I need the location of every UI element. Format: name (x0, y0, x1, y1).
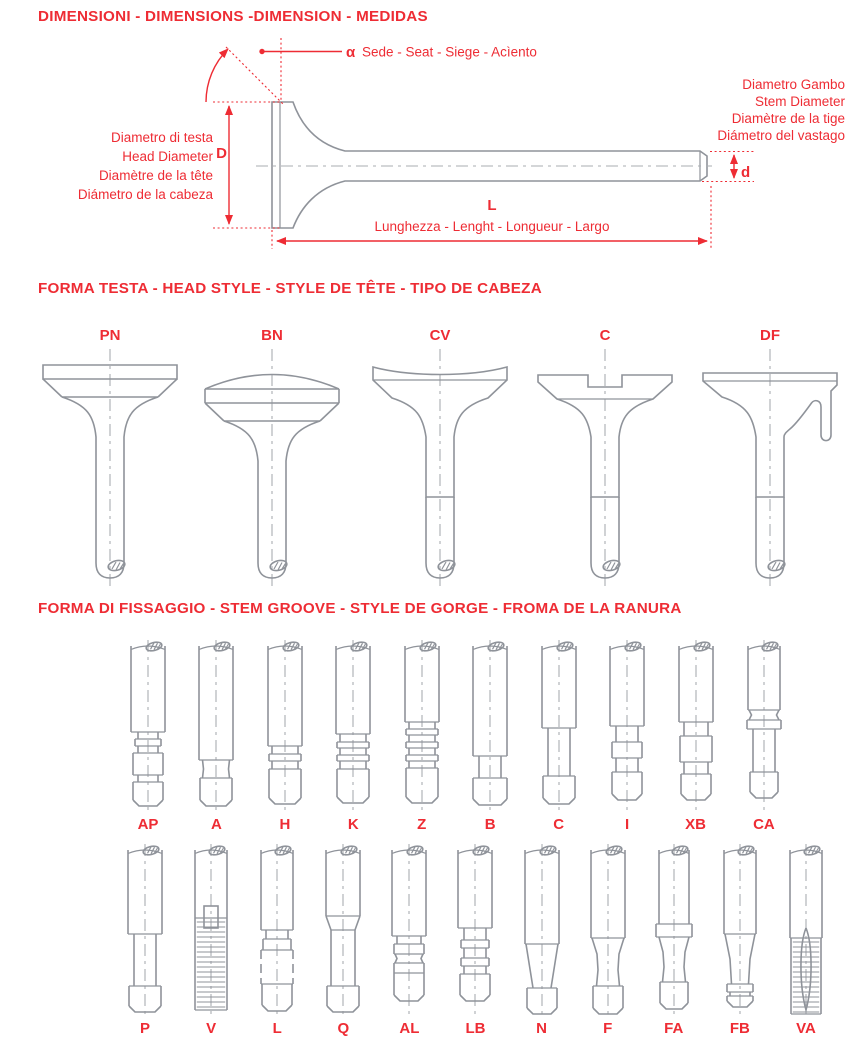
stem-drawing-ca (735, 640, 793, 814)
stem-type-label: XB (685, 816, 706, 833)
stem-type-label: AL (399, 1020, 420, 1037)
stem-type-al (380, 844, 438, 1037)
stem-diameter-line-fr: Diamètre de la tige (731, 111, 845, 126)
stem-type-q (314, 844, 372, 1037)
stem-drawing-n (513, 844, 571, 1018)
construction-lines (213, 38, 754, 249)
stem-groove-row-1 (119, 640, 793, 833)
stem-type-z (393, 640, 451, 833)
head-diameter-label-block (78, 130, 214, 202)
stem-diameter-line-es: Diámetro del vastago (717, 128, 845, 143)
stem-drawing-c (530, 640, 588, 814)
stem-type-fa (645, 844, 703, 1037)
stem-type-lb (446, 844, 504, 1037)
stem-type-label: L (272, 1020, 282, 1037)
stem-type-xb (667, 640, 725, 833)
stem-type-label: I (624, 816, 630, 833)
stem-type-fb (711, 844, 769, 1037)
stem-type-label: K (347, 816, 359, 833)
stem-type-i (598, 640, 656, 833)
stem-type-label: F (603, 1020, 613, 1037)
stem-drawing-va (777, 844, 835, 1018)
stem-groove-section-title: FORMA DI FISSAGGIO - STEM GROOVE - STYLE DE GORGE - FROMA DE LA RANURA (38, 600, 682, 617)
stem-type-p (116, 844, 174, 1037)
stem-type-label: C (553, 816, 565, 833)
stem-type-label: A (211, 816, 222, 833)
stem-type-va (777, 844, 835, 1037)
head-diameter-symbol: D (216, 145, 227, 162)
head-style-drawing-bn (197, 349, 347, 589)
stem-drawing-v (182, 844, 240, 1018)
stem-drawing-p (116, 844, 174, 1018)
stem-drawing-ap (119, 640, 177, 814)
stem-type-label: AP (137, 816, 159, 833)
head-diameter-line-fr: Diamètre de la tête (98, 168, 213, 183)
stem-drawing-f (579, 844, 637, 1018)
stem-diameter-line-en: Stem Diameter (754, 94, 845, 109)
dimension-diagram (0, 30, 860, 262)
stem-type-label: N (536, 1020, 547, 1037)
head-style-section-title: FORMA TESTA - HEAD STYLE - STYLE DE TÊTE - TIPO DE CABEZA (38, 280, 542, 297)
stem-type-ap (119, 640, 177, 833)
seat-angle-dot (259, 49, 264, 54)
stem-type-label: V (206, 1020, 217, 1037)
stem-drawing-z (393, 640, 451, 814)
head-diameter-line-it: Diametro di testa (110, 130, 213, 145)
stem-diameter-line-it: Diametro Gambo (742, 77, 845, 92)
head-diameter-line-en: Head Diameter (122, 149, 213, 164)
stem-type-v (182, 844, 240, 1037)
length-symbol: L (487, 197, 497, 214)
stem-type-label: FA (664, 1020, 684, 1037)
stem-drawing-k (324, 640, 382, 814)
stem-drawing-lb (446, 844, 504, 1018)
stem-type-n (513, 844, 571, 1037)
head-style-drawing-df (695, 349, 845, 589)
stem-drawing-fa (645, 844, 703, 1018)
stem-drawing-i (598, 640, 656, 814)
head-style-drawing-cv (365, 349, 515, 589)
stem-type-label: CA (753, 816, 775, 833)
stem-type-ca (735, 640, 793, 833)
stem-type-h (256, 640, 314, 833)
stem-type-f (579, 844, 637, 1037)
stem-drawing-fb (711, 844, 769, 1018)
stem-type-label: B (484, 816, 496, 833)
stem-type-b (461, 640, 519, 833)
head-style-label-bn: BN (261, 327, 283, 344)
head-style-label-pn: PN (99, 327, 121, 344)
seat-angle-arc (206, 49, 228, 102)
stem-type-k (324, 640, 382, 833)
dimensions-section-title: DIMENSIONI - DIMENSIONS -DIMENSION - MEDIDAS (38, 8, 428, 25)
stem-type-label: LB (465, 1020, 486, 1037)
stem-drawing-l (248, 844, 306, 1018)
stem-drawing-h (256, 640, 314, 814)
stem-type-label: P (139, 1020, 150, 1037)
stem-drawing-xb (667, 640, 725, 814)
stem-drawing-al (380, 844, 438, 1018)
head-style-drawing-c (530, 349, 680, 589)
valve-outline-drawing (256, 102, 712, 228)
stem-diameter-label-block (717, 77, 845, 143)
head-diameter-line-es: Diámetro de la cabeza (77, 187, 213, 202)
stem-type-a (187, 640, 245, 833)
stem-type-l (248, 844, 306, 1037)
stem-drawing-b (461, 640, 519, 814)
stem-type-label: Z (417, 816, 427, 833)
length-label: Lunghezza - Lenght - Longueur - Largo (374, 219, 610, 234)
head-style-drawing-pn (35, 349, 185, 589)
stem-type-label: VA (796, 1020, 816, 1037)
stem-diameter-symbol: d (741, 164, 751, 181)
stem-type-c (530, 640, 588, 833)
dimension-arrows (206, 49, 734, 241)
stem-type-label: FB (729, 1020, 750, 1037)
stem-type-label: H (279, 816, 291, 833)
stem-drawing-q (314, 844, 372, 1018)
seat-label: Sede - Seat - Siege - Acìento (362, 44, 537, 60)
stem-groove-row-2 (116, 844, 835, 1037)
stem-drawing-a (187, 640, 245, 814)
head-style-label-df: DF (760, 327, 780, 344)
stem-type-label: Q (337, 1020, 350, 1037)
alpha-symbol: α (346, 44, 356, 61)
head-style-label-cv: CV (429, 327, 451, 344)
head-style-label-c: C (599, 327, 611, 344)
